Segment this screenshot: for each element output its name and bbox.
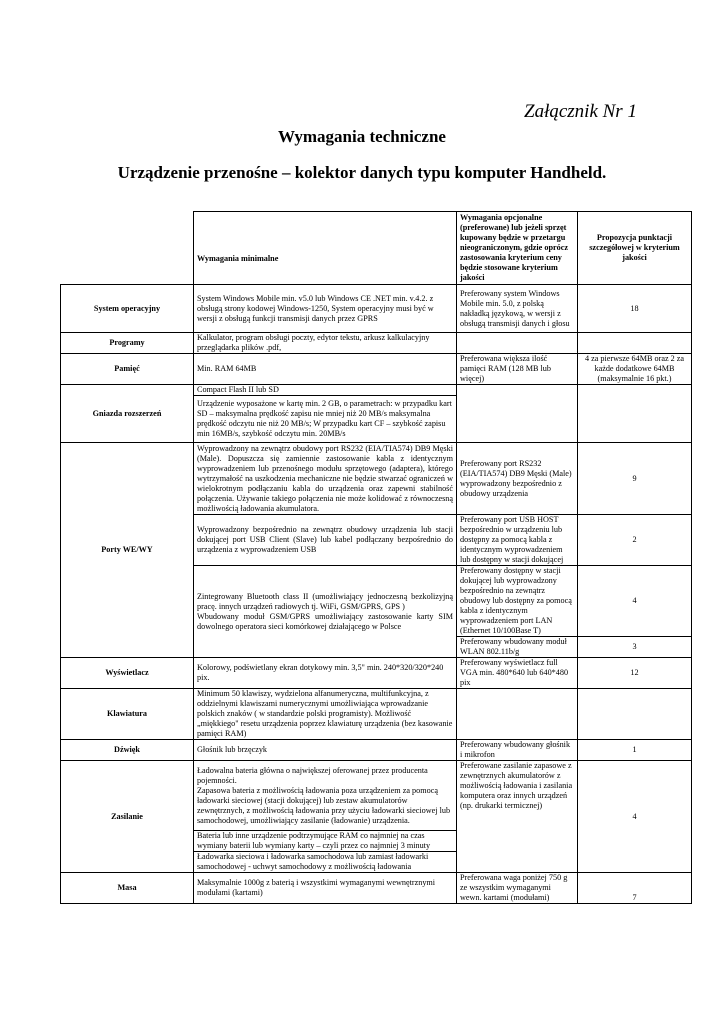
table-row	[61, 285, 692, 333]
gsm-requirement: Wbudowany moduł GSM/GPRS umożliwiający zastosowanie karty SIM dowolnego operatora sieci komórkowej działającego w Polsce	[197, 611, 453, 631]
row-label-keyboard: Klawiatura	[61, 689, 194, 740]
sound-opt: Preferowany wbudowany głośnik i mikrofon	[457, 740, 578, 761]
spare-battery-requirement: Zapasowa bateria z możliwością ładowania poza urządzeniem za pomocą ładowarki sieciowej (stacji dokującej) lub zestaw akumulatorów zewnętrznych, z możliwością ładowania przy użyciu ładowarki sieciowej lub samochodowej, umożliwiający zasilanie (ładowanie) urządzenia.	[197, 785, 451, 825]
table-row	[61, 873, 692, 904]
ports-min-wireless	[194, 566, 457, 658]
programs-opt	[457, 333, 578, 354]
ports-min-rs232: Wyprowadzony na zewnątrz obudowy port RS232 (EIA/TIA574) DB9 Męski (Male). Dopuszcza się zamiennie zastosowanie kabla z identycznym wyprowadzeniem lub przenośnego modułu sprzętowego (adaptera), którego wytrzymałość na uszkodzenia mechaniczne nie będzie stwarzać ograniczeń w wielokrotnym podłączaniu kabla do urządzenia oraz zapewni stabilność połączenia. Używanie takiego połączenia nie może kolidować z równoczesną możliwością ładowania akumulatora.	[194, 443, 457, 515]
table-row	[61, 658, 692, 689]
table-row	[61, 689, 692, 740]
row-label-ports: Porty WE/WY	[61, 443, 194, 658]
slots-min-a: Compact Flash II lub SD	[194, 385, 457, 396]
os-min: System Windows Mobile min. v5.0 lub Windows CE .NET min. v.4.2. z obsługą strony kodowej Windows-1250, System operacyjny musi być w wersji z obsługą funkcji transmisji danych przez GPRS	[194, 285, 457, 333]
display-score: 12	[578, 658, 692, 689]
power-min-charger: Ładowarka sieciowa i ładowarka samochodowa lub zamiast ładowarki samochodowej - uchwyt samochodowy z możliwością ładowania	[194, 852, 457, 873]
row-label-programs: Programy	[61, 333, 194, 354]
table-header-row	[61, 212, 692, 285]
ports-min-usb: Wyprowadzony bezpośrednio na zewnątrz obudowy urządzenia lub stacji dokującej port USB Client (Slave) lub kabel podłączany bezpośrednio do urządzenia z wyprowadzeniem USB	[194, 515, 457, 566]
ports-opt-lan: Preferowany dostępny w stacji dokującej lub wyprowadzony bezpośrednio na zewnątrz obudowy lub dostępny za pomocą kabla z identycznym wyprowadzeniem port LAN (Ethernet 10/100Base T)	[457, 566, 578, 637]
row-label-os: System operacyjny	[61, 285, 194, 333]
programs-score	[578, 333, 692, 354]
row-label-slots: Gniazda rozszerzeń	[61, 385, 194, 443]
memory-min: Min. RAM 64MB	[194, 354, 457, 385]
power-score: 4	[578, 761, 692, 873]
ports-score-wlan: 3	[578, 637, 692, 658]
table-row	[61, 443, 692, 515]
page-title: Wymagania techniczne	[278, 127, 446, 146]
power-opt: Preferowane zasilanie zapasowe z zewnętrznych akumulatorów z możliwością ładowania i zasilania komputera oraz innych urządzeń (np. drukarki termicznej)	[457, 761, 578, 873]
annex-label: Załącznik Nr 1	[524, 101, 637, 122]
slots-opt	[457, 385, 578, 443]
slots-min-b: Urządzenie wyposażone w kartę min. 2 GB, o parametrach: w przypadku kart SD – maksymalna prędkość zapisu nie mniej niż 20 MB/s maksymalna prędkość odczytu nie niż 20 MB/s; W przypadku kart CF – szybkość zapisu min 16MB/s, szybkość odczytu min. 20MB/s	[194, 396, 457, 443]
header-score: Propozycja punktacji szczegółowej w kryterium jakości	[578, 212, 692, 285]
display-min: Kolorowy, podświetlany ekran dotykowy min. 3,5" min. 240*320/320*240 pix.	[194, 658, 457, 689]
ports-score-lan: 4	[578, 566, 692, 637]
table-row	[61, 385, 692, 396]
table-row	[61, 761, 692, 831]
ports-opt-wlan: Preferowany wbudowany moduł WLAN 802.11b/g	[457, 637, 578, 658]
main-battery-requirement: Ładowalna bateria główna o największej oferowanej przez producenta pojemności.	[197, 765, 428, 785]
ports-score-rs232: 9	[578, 443, 692, 515]
row-label-mass: Masa	[61, 873, 194, 904]
memory-score: 4 za pierwsze 64MB oraz 2 za każde dodatkowe 64MB (maksymalnie 16 pkt.)	[578, 354, 692, 385]
power-min-battery	[194, 761, 457, 831]
slots-score	[578, 385, 692, 443]
keyboard-score	[578, 689, 692, 740]
row-label-sound: Dźwięk	[61, 740, 194, 761]
power-min-ram-backup: Bateria lub inne urządzenie podtrzymujące RAM co najmniej na czas wymiany baterii lub wymiany karty – czyli przez co najmniej 3 minuty	[194, 831, 457, 852]
ports-score-usb: 2	[578, 515, 692, 566]
header-empty-cell	[61, 212, 194, 285]
row-label-memory: Pamięć	[61, 354, 194, 385]
keyboard-opt	[457, 689, 578, 740]
os-score: 18	[578, 285, 692, 333]
os-opt: Preferowany system Windows Mobile min. 5.0, z polską nakładką językową, w wersji z obsługą transmisji danych i głosu	[457, 285, 578, 333]
table-row	[61, 354, 692, 385]
bluetooth-requirement: Zintegrowany Bluetooth class II (umożliwiający jednoczesną bezkolizyjną pracę. innych urządzeń radiowych tj. WiFi, GSM/GPRS, GPS )	[197, 591, 453, 611]
programs-min: Kalkulator, program obsługi poczty, edytor tekstu, arkusz kalkulacyjny przeglądarka plików .pdf,	[194, 333, 457, 354]
requirements-table	[60, 211, 692, 904]
table-row	[61, 333, 692, 354]
sound-score: 1	[578, 740, 692, 761]
page-subtitle: Urządzenie przenośne – kolektor danych typu komputer Handheld.	[117, 163, 607, 182]
header-min: Wymagania minimalne	[194, 212, 457, 285]
keyboard-min: Minimum 50 klawiszy, wydzielona alfanumeryczna, multifunkcyjna, z oddzielnymi klawiszami numerycznymi umożliwiająca wprowadzanie polskich znaków ( w standardzie polski programisty). Możliwość „miękkiego" resetu urządzenia poprzez klawiaturę urządzenia (bez kasowanie pamięci RAM)	[194, 689, 457, 740]
ports-opt-usb: Preferowany port USB HOST bezpośrednio w urządzeniu lub dostępny za pomocą kabla z identycznym wyprowadzeniem lub dostępny w stacji dokującej	[457, 515, 578, 566]
mass-min: Maksymalnie 1000g z baterią i wszystkimi wymaganymi wewnętrznymi modułami (kartami)	[194, 873, 457, 904]
display-opt: Preferowany wyświetlacz full VGA min. 480*640 lub 640*480 pix	[457, 658, 578, 689]
memory-opt: Preferowana większa ilość pamięci RAM (128 MB lub więcej)	[457, 354, 578, 385]
sound-min: Głośnik lub brzęczyk	[194, 740, 457, 761]
ports-opt-rs232: Preferowany port RS232 (EIA/TIA574) DB9 Męski (Male) wyprowadzony bezpośrednio z obudowy urządzenia	[457, 443, 578, 515]
table-row	[61, 740, 692, 761]
mass-score: 7	[578, 873, 692, 904]
mass-opt: Preferowana waga poniżej 750 g ze wszystkim wymaganymi wewn. kartami (modułami)	[457, 873, 578, 904]
row-label-power: Zasilanie	[61, 761, 194, 873]
header-opt: Wymagania opcjonalne (preferowane) lub jeżeli sprzęt kupowany będzie w przetargu nieograniczonym, gdzie oprócz zastosowania kryterium ceny będzie stosowane kryterium jakości	[457, 212, 578, 285]
row-label-display: Wyświetlacz	[61, 658, 194, 689]
